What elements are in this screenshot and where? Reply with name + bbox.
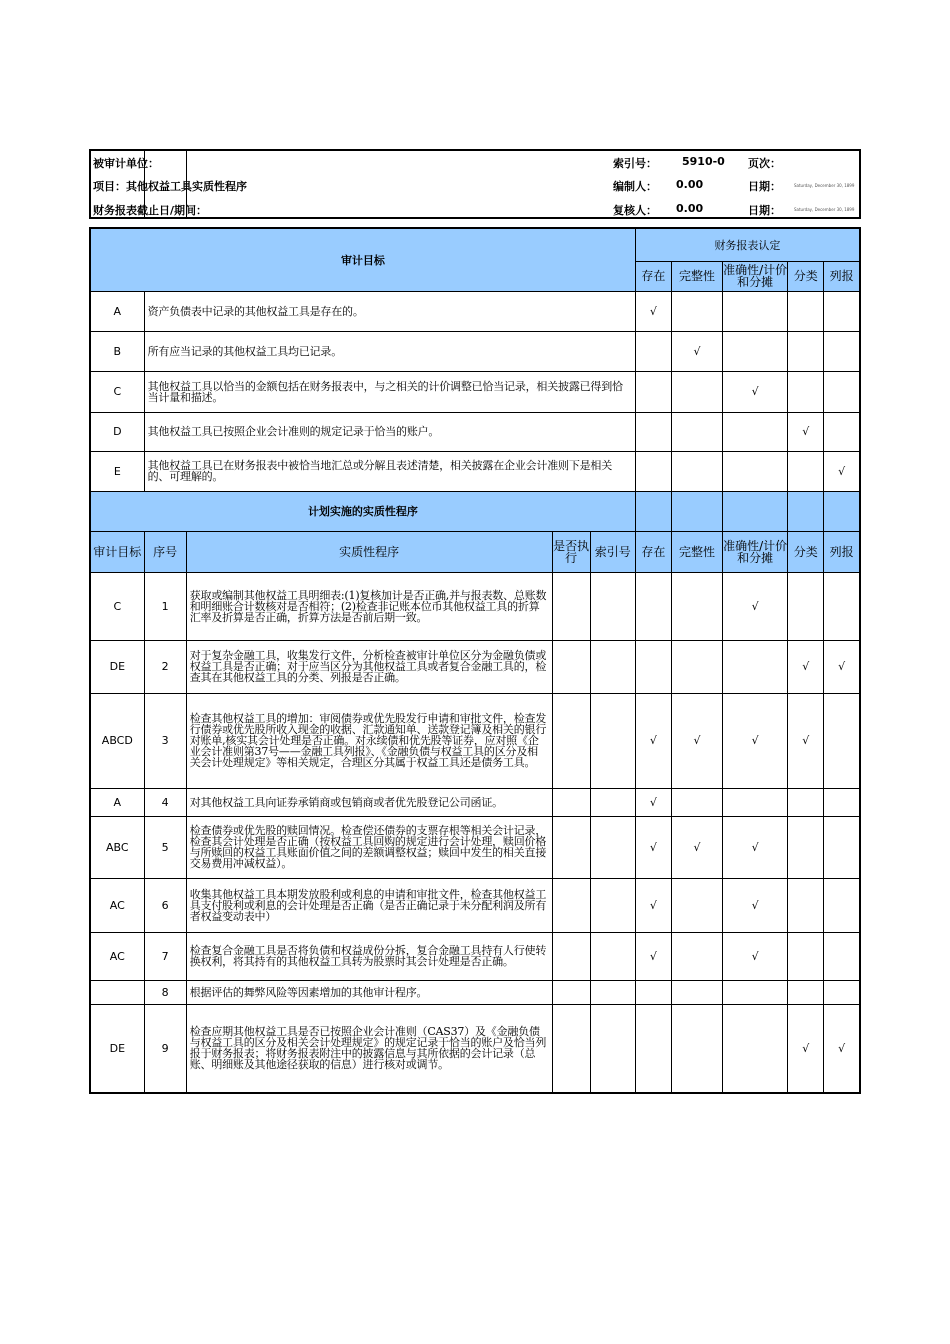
assertion-check [671,878,722,932]
index-cell [590,572,635,640]
objective-row [90,291,860,331]
date-label: 日期： [748,180,781,193]
assertion-check [671,640,722,693]
executed-cell [552,693,590,788]
reviewer-label: 复核人： [613,204,657,217]
assertion-check: √ [824,640,860,693]
assertion-check [824,816,860,878]
objective-row [90,371,860,412]
executed-cell [552,816,590,878]
executed-cell [552,1004,590,1093]
procedure-seq: 2 [144,640,186,693]
procedure-text: 获取或编制其他权益工具明细表:(1)复核加计是否正确,并与报表数、总账数和明细账合计数核对是否相符；(2)检查非记账本位币其他权益工具的折算汇率及折算是否正确，折算方法是否前后期一致。 [186,572,552,640]
assertion-header: 分类 [788,531,824,572]
assertion-header: 完整性 [671,261,722,291]
procedure-seq: 4 [144,788,186,816]
col-executed: 是否执行 [552,531,590,572]
assertion-check [723,788,788,816]
assertion-check [723,1004,788,1093]
assertion-check: √ [723,572,788,640]
executed-cell [552,878,590,932]
procedure-objective: DE [90,640,144,693]
assertion-check [788,451,824,491]
index-cell [590,878,635,932]
assertion-check [723,291,788,331]
page-label: 页次： [748,157,781,170]
assertion-check [824,693,860,788]
procedure-objective: ABC [90,816,144,878]
assertion-check: √ [635,291,671,331]
blank-cell [635,491,671,531]
procedure-text: 收集其他权益工具本期发放股利或利息的申请和审批文件，检查其他权益工具支付股利或利息的会计处理是否正确（是否正确记录于未分配利润及所有者权益变动表中） [186,878,552,932]
assertion-check: √ [671,693,722,788]
preparer-value: 0.00 [676,178,704,191]
procedure-row [90,640,860,693]
assertion-check [788,572,824,640]
assertion-check [671,932,722,980]
procedure-row [90,693,860,788]
procedure-objective: AC [90,878,144,932]
assertion-check [788,980,824,1004]
assertion-header: 存在 [635,261,671,291]
procedure-seq: 9 [144,1004,186,1093]
objectives-title: 审计目标 [90,228,635,291]
assertion-check [788,331,824,371]
assertion-check [723,412,788,451]
procedure-text: 检查其他权益工具的增加：审阅债券或优先股发行申请和审批文件，检查发行债券或优先股所收入现金的收据、汇款通知单、送款登记簿及相关的银行对账单,核实其会计处理是否正确。对永续债和优先股等证券，应对照《企业会计准则第37号——金融工具列报》、《金融负债与权益工具的区分及相关会计处理规定》等相关规定，合理区分其属于权益工具还是债务工具。 [186,693,552,788]
assertion-header: 完整性 [671,531,722,572]
index-cell [590,932,635,980]
objective-text: 其他权益工具已按照企业会计准则的规定记录于恰当的账户。 [144,412,635,451]
procedure-row [90,878,860,932]
assertion-check: √ [723,693,788,788]
assertion-check [671,980,722,1004]
assertion-check [635,1004,671,1093]
index-cell [590,1004,635,1093]
date-value-2: Saturday, December 30, 1899 [794,207,855,212]
assertion-check [788,878,824,932]
executed-cell [552,572,590,640]
assertion-check: √ [635,816,671,878]
assertion-check [824,291,860,331]
index-cell [590,788,635,816]
assertion-check [635,980,671,1004]
assertion-check [824,878,860,932]
objective-text: 其他权益工具已在财务报表中被恰当地汇总或分解且表述清楚，相关披露在企业会计准则下是相关的、可理解的。 [144,451,635,491]
assertion-check [824,788,860,816]
assertion-check [635,640,671,693]
procedure-text: 根据评估的舞弊风险等因素增加的其他审计程序。 [186,980,552,1004]
blank-cell [723,491,788,531]
objective-code: E [90,451,144,491]
executed-cell [552,640,590,693]
assertion-check [635,412,671,451]
assertion-check [824,932,860,980]
reviewer-value: 0.00 [676,202,704,215]
assertion-check [671,412,722,451]
objective-code: A [90,291,144,331]
procedure-row [90,932,860,980]
procedure-objective: DE [90,1004,144,1093]
assertion-check [824,371,860,412]
col-seq: 序号 [144,531,186,572]
procedure-objective: AC [90,932,144,980]
assertion-check: √ [723,878,788,932]
procedure-seq: 8 [144,980,186,1004]
date-label-2: 日期： [748,204,781,217]
objective-text: 所有应当记录的其他权益工具均已记录。 [144,331,635,371]
procedure-text: 对于复杂金融工具，收集发行文件，分析检查被审计单位区分为金融负债或权益工具是否正确；对于应当区分为其他权益工具或者复合金融工具的，检查其在其他权益工具的分类、列报是否正确。 [186,640,552,693]
assertion-check [723,640,788,693]
procedure-objective [90,980,144,1004]
assertion-check [723,451,788,491]
objective-row [90,331,860,371]
assertion-check [824,331,860,371]
executed-cell [552,788,590,816]
assertion-check [671,371,722,412]
assertion-check: √ [723,371,788,412]
procedure-objective: ABCD [90,693,144,788]
objective-row [90,412,860,451]
procedure-text: 对其他权益工具向证券承销商或包销商或者优先股登记公司函证。 [186,788,552,816]
assertion-check [671,451,722,491]
objectives-header-row [90,228,860,261]
assertion-check [671,1004,722,1093]
assertion-check [788,291,824,331]
project-label: 项目：其他权益工具实质性程序 [93,180,247,193]
procedure-objective: A [90,788,144,816]
assertion-header: 列报 [824,531,860,572]
index-cell [590,816,635,878]
objective-row [90,451,860,491]
assertion-check: √ [671,331,722,371]
procedure-seq: 3 [144,693,186,788]
procedure-seq: 7 [144,932,186,980]
blank-cell [824,491,860,531]
date-value: Saturday, December 30, 1899 [794,183,855,188]
procedure-row [90,980,860,1004]
assertion-header: 列报 [824,261,860,291]
assertion-check [723,331,788,371]
index-cell [590,980,635,1004]
assertion-check [824,980,860,1004]
assertion-check: √ [788,412,824,451]
assertion-check: √ [788,640,824,693]
objective-code: C [90,371,144,412]
assertion-header: 准确性/计价和分摊 [723,531,788,572]
preparer-label: 编制人： [613,180,657,193]
index-cell [590,640,635,693]
assertion-check [635,451,671,491]
procedure-objective: C [90,572,144,640]
procedures-title: 计划实施的实质性程序 [90,491,635,531]
col-objective: 审计目标 [90,531,144,572]
header-block [89,149,861,219]
executed-cell [552,980,590,1004]
col-index: 索引号 [590,531,635,572]
assertion-check [723,980,788,1004]
assertion-check [671,788,722,816]
executed-cell [552,932,590,980]
procedure-row [90,816,860,878]
audit-procedure-table [89,227,861,1094]
assertion-check [788,371,824,412]
assertion-header: 存在 [635,531,671,572]
assertion-check [824,412,860,451]
assertion-check [788,788,824,816]
assertion-check [671,572,722,640]
procedure-text: 检查应期其他权益工具是否已按照企业会计准则（CAS37）及《金融负债与权益工具的区分及相关会计处理规定》的规定记录于恰当的账户及恰当列报于财务报表；将财务报表附注中的披露信息与其所依据的会计记录（总账、明细账及其他途径获取的信息）进行核对或调节。 [186,1004,552,1093]
procedures-title-row [90,491,860,531]
assertion-check [671,291,722,331]
procedure-seq: 6 [144,878,186,932]
assertion-check [788,932,824,980]
period-label: 财务报表截止日/期间： [93,204,208,217]
assertion-check: √ [788,1004,824,1093]
entity-label: 被审计单位： [93,157,159,170]
assertion-check: √ [635,932,671,980]
objective-text: 其他权益工具以恰当的金额包括在财务报表中，与之相关的计价调整已恰当记录，相关披露已得到恰当计量和描述。 [144,371,635,412]
assertion-check [635,371,671,412]
assertion-check: √ [635,788,671,816]
procedure-row [90,788,860,816]
assertion-header: 准确性/计价和分摊 [723,263,788,289]
blank-cell [671,491,722,531]
assertion-check: √ [723,932,788,980]
assertion-check: √ [788,693,824,788]
assertion-header: 分类 [788,261,824,291]
assertion-group-title: 财务报表认定 [635,228,860,261]
assertion-check: √ [824,451,860,491]
objective-code: B [90,331,144,371]
blank-cell [788,491,824,531]
index-value: 5910-0 [682,155,725,168]
procedure-row [90,1004,860,1093]
objective-code: D [90,412,144,451]
assertion-check [635,572,671,640]
index-cell [590,693,635,788]
assertion-check [788,816,824,878]
procedure-text: 检查债券或优先股的赎回情况。检查偿还债券的支票存根等相关会计记录，检查其会计处理是否正确（按权益工具回购的规定进行会计处理，赎回价格与所赎回的权益工具账面价值之间的差额调整权益；赎回中发生的相关直接交易费用冲减权益）。 [186,816,552,878]
procedure-seq: 1 [144,572,186,640]
assertion-check [635,331,671,371]
assertion-check [824,572,860,640]
col-procedure: 实质性程序 [186,531,552,572]
assertion-check: √ [671,816,722,878]
assertion-check: √ [635,878,671,932]
procedure-text: 检查复合金融工具是否将负债和权益成份分拆，复合金融工具持有人行使转换权利，将其持有的其他权益工具转为股票时其会计处理是否正确。 [186,932,552,980]
index-label: 索引号： [613,157,657,170]
objective-text: 资产负债表中记录的其他权益工具是存在的。 [144,291,635,331]
assertion-check: √ [635,693,671,788]
procedures-header-row [90,531,860,572]
assertion-check: √ [723,816,788,878]
procedure-seq: 5 [144,816,186,878]
assertion-check: √ [824,1004,860,1093]
procedure-row [90,572,860,640]
